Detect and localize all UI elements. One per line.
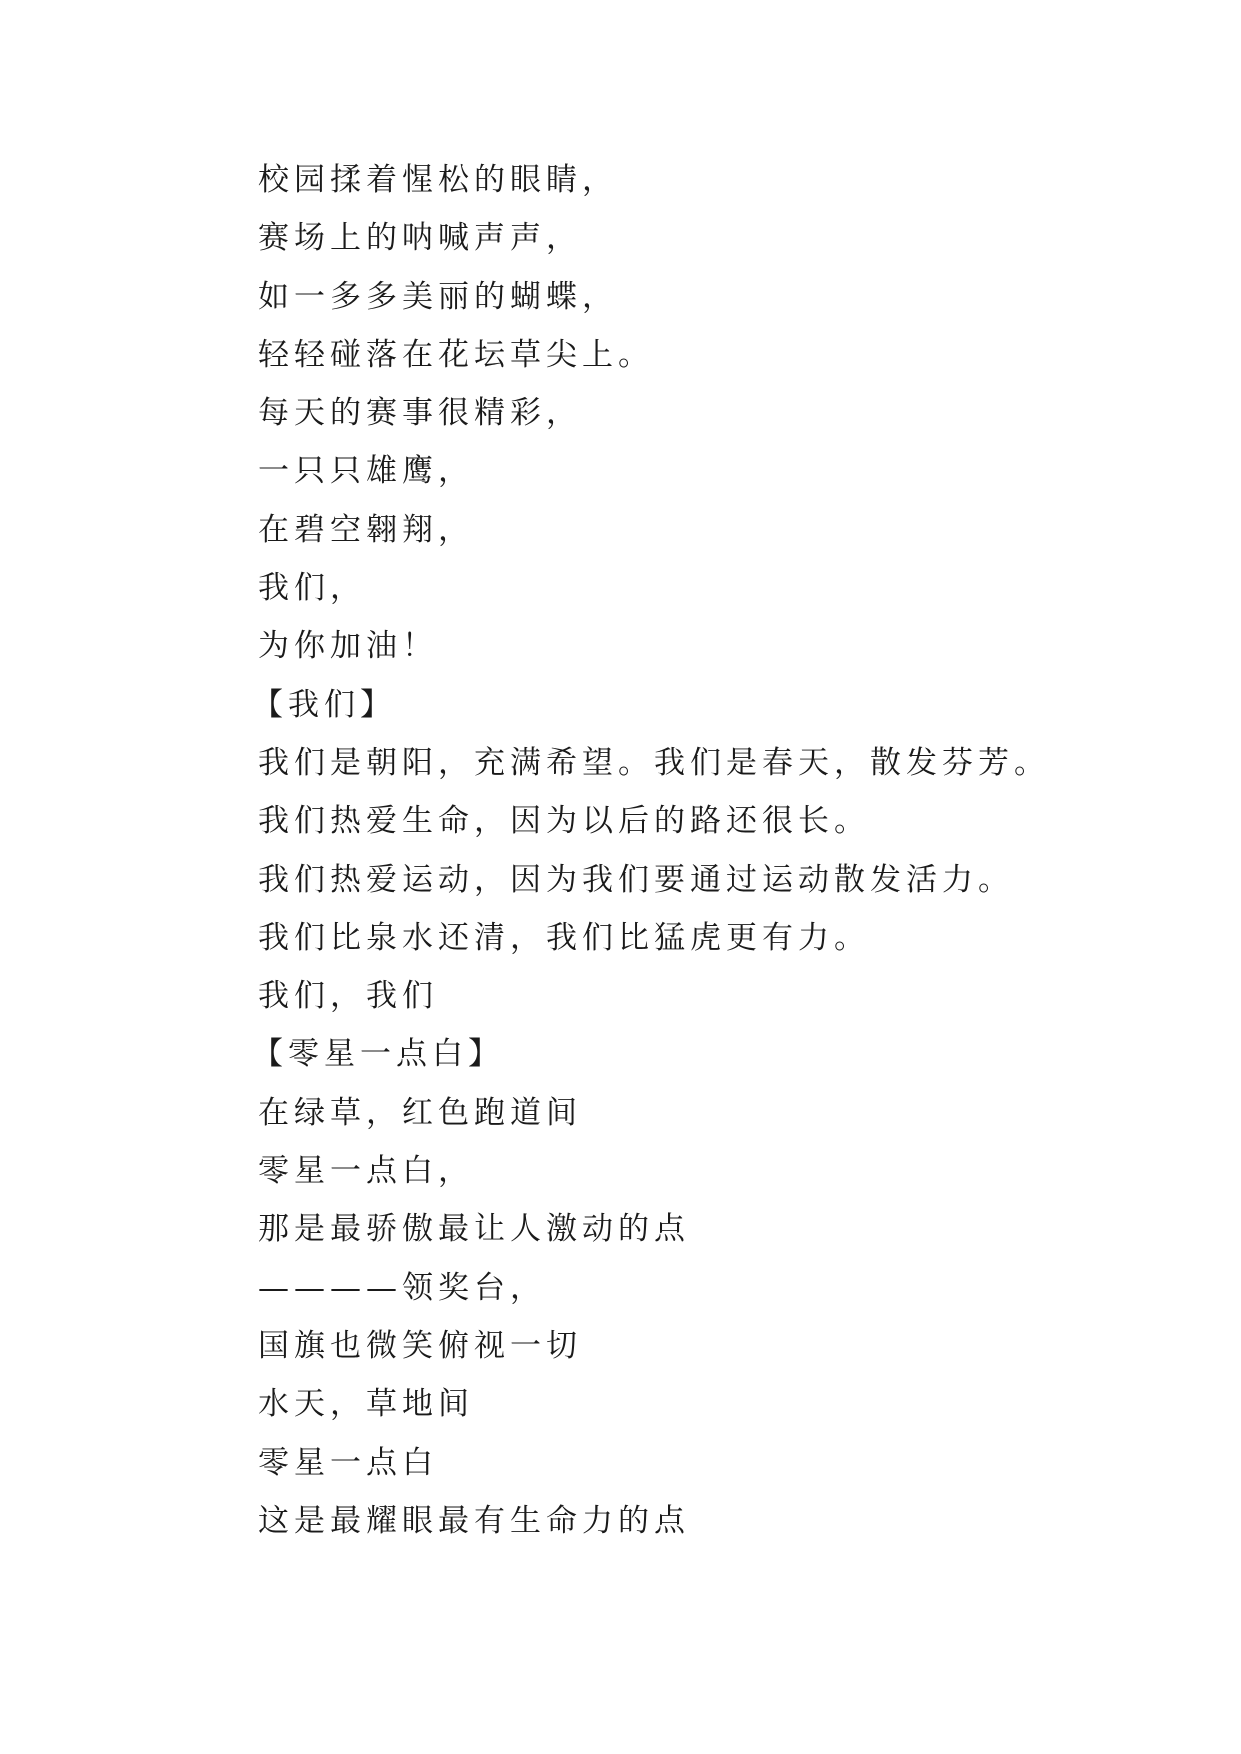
section-heading: 【零星一点白】 (252, 1036, 504, 1073)
text-line: 这是最耀眼最有生命力的点 (258, 1502, 690, 1539)
text-line: 如一多多美丽的蝴蝶， (258, 278, 618, 315)
text-line: 在碧空翱翔， (258, 511, 474, 548)
text-line: 每天的赛事很精彩， (258, 395, 582, 432)
poem-body (252, 160, 1158, 1559)
text-line: 水天，草地间 (258, 1386, 474, 1423)
text-line: 在绿草，红色跑道间 (258, 1094, 582, 1131)
text-line: 一只只雄鹰， (258, 453, 474, 490)
text-line: 我们，我们 (258, 978, 438, 1015)
text-line: 零星一点白， (258, 1153, 474, 1190)
text-line: 赛场上的呐喊声声， (258, 220, 582, 257)
text-line: 为你加油！ (258, 628, 438, 665)
text-line: 那是最骄傲最让人激动的点 (258, 1211, 690, 1248)
text-line: 我们热爱生命，因为以后的路还很长。 (258, 803, 870, 840)
text-line: 我们是朝阳，充满希望。我们是春天，散发芬芳。 (258, 744, 1050, 781)
section-heading: 【我们】 (252, 686, 396, 723)
text-line: 轻轻碰落在花坛草尖上。 (258, 336, 654, 373)
text-line: 我们比泉水还清，我们比猛虎更有力。 (258, 919, 870, 956)
text-line: ————领奖台， (258, 1269, 546, 1306)
text-line: 零星一点白 (258, 1444, 438, 1481)
text-line: 我们热爱运动，因为我们要通过运动散发活力。 (258, 861, 1014, 898)
text-line: 国旗也微笑俯视一切 (258, 1327, 582, 1364)
text-line: 校园揉着惺松的眼睛， (258, 162, 618, 198)
text-line: 我们， (258, 570, 366, 607)
